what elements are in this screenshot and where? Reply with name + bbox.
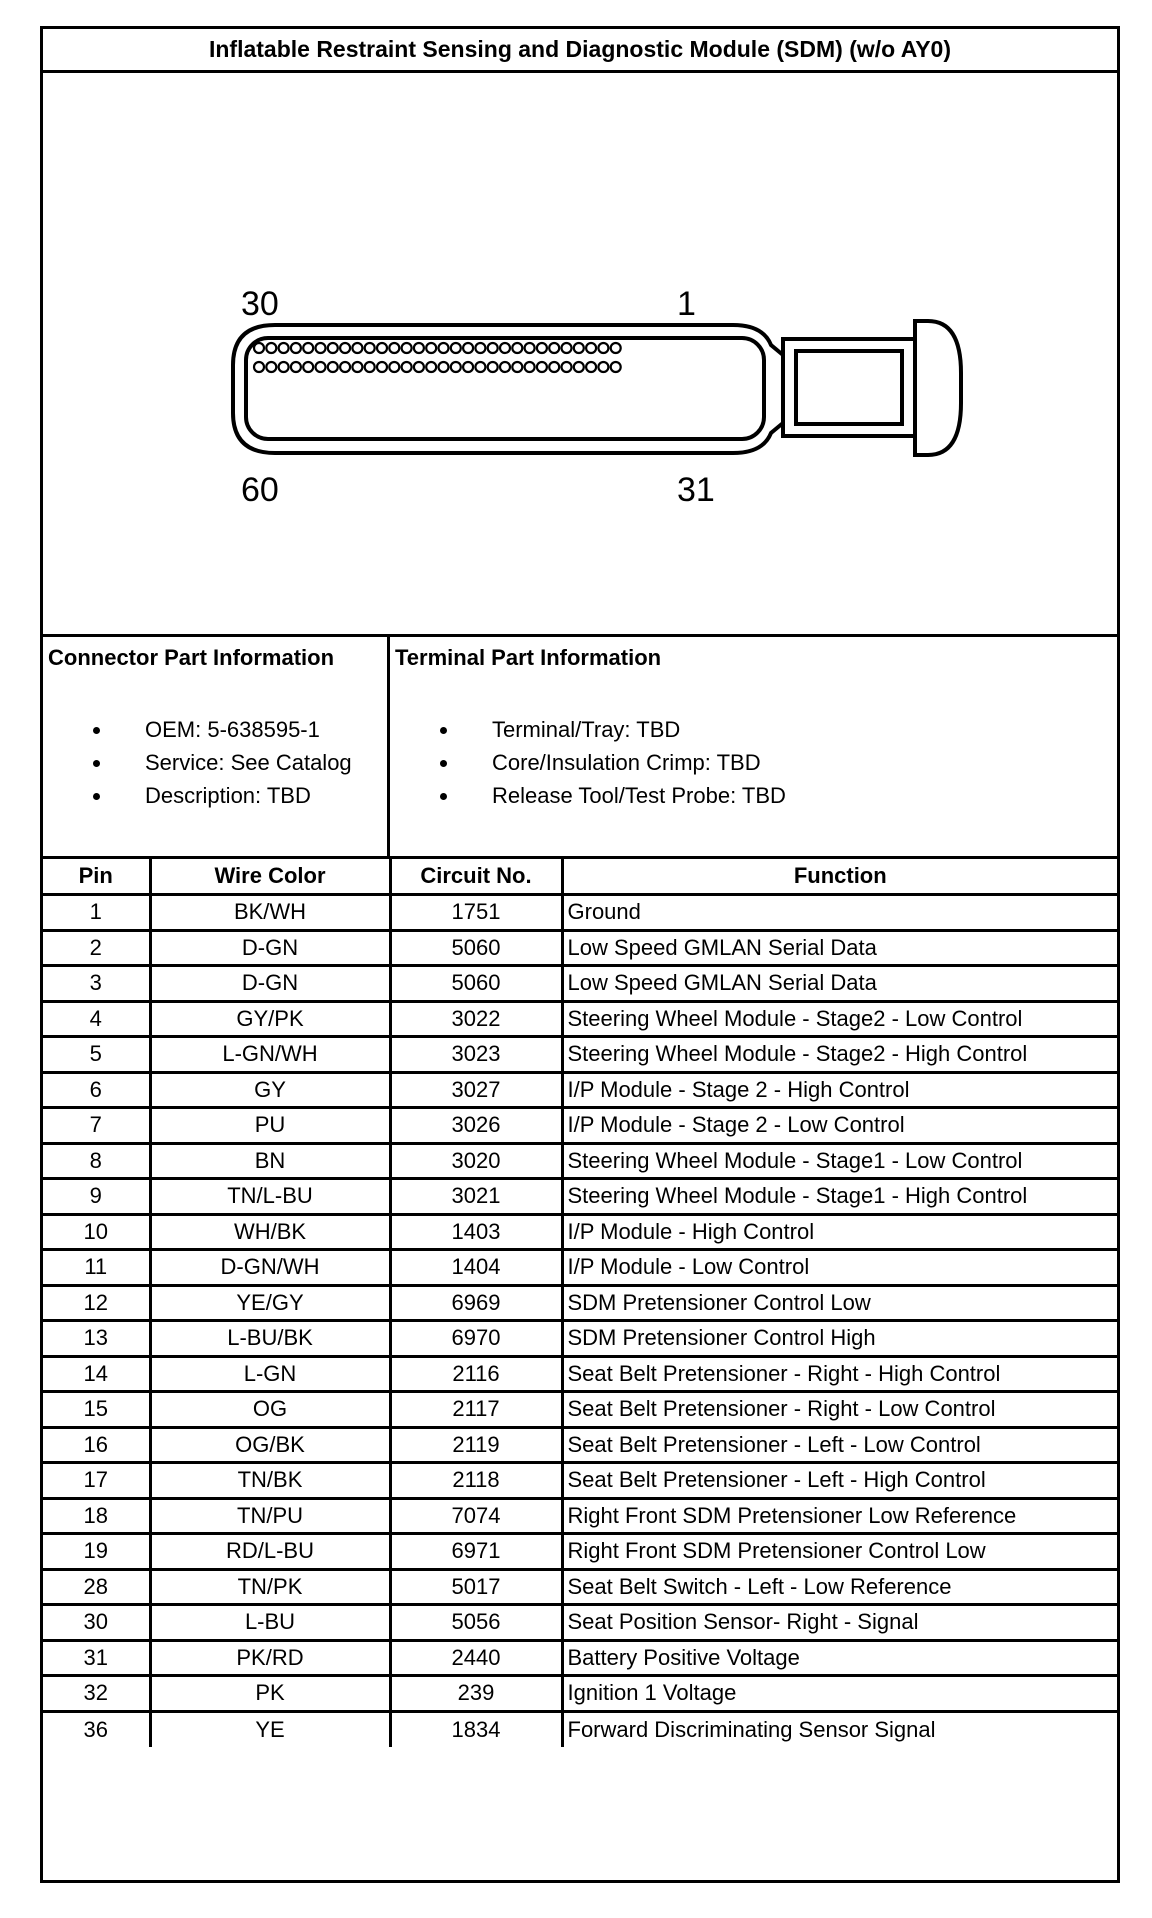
wire-color-cell: GY — [150, 1072, 390, 1108]
function-cell: Forward Discriminating Sensor Signal — [562, 1711, 1117, 1747]
circuit-no-cell: 5017 — [390, 1569, 562, 1605]
circuit-no-cell: 239 — [390, 1676, 562, 1712]
wire-color-cell: PK — [150, 1676, 390, 1712]
wire-color-cell: L-GN — [150, 1356, 390, 1392]
terminal-cavity — [500, 362, 510, 372]
table-row — [43, 1427, 1117, 1463]
function-cell: Low Speed GMLAN Serial Data — [562, 930, 1117, 966]
circuit-no-cell: 3023 — [390, 1037, 562, 1073]
table-row — [43, 1179, 1117, 1215]
table-row — [43, 895, 1117, 931]
terminal-cavity — [254, 362, 264, 372]
table-row — [43, 1711, 1117, 1747]
connector-info-heading: Connector Part Information — [48, 645, 335, 670]
function-cell: Steering Wheel Module - Stage1 - Low Control — [562, 1143, 1117, 1179]
terminal-cavity — [574, 343, 584, 353]
function-cell: Ignition 1 Voltage — [562, 1676, 1117, 1712]
table-row — [43, 1037, 1117, 1073]
table-row — [43, 1285, 1117, 1321]
connector-info-item: OEM: 5-638595-1 — [87, 713, 352, 746]
terminal-cavity — [340, 343, 350, 353]
wire-color-cell: BN — [150, 1143, 390, 1179]
part-information — [43, 637, 1117, 859]
function-cell: Ground — [562, 895, 1117, 931]
pin-cell: 5 — [43, 1037, 150, 1073]
connector-sheet — [40, 26, 1120, 1883]
wire-color-cell: TN/PK — [150, 1569, 390, 1605]
function-cell: SDM Pretensioner Control Low — [562, 1285, 1117, 1321]
circuit-no-cell: 5060 — [390, 966, 562, 1002]
pin-cell: 4 — [43, 1001, 150, 1037]
wire-color-cell: PU — [150, 1108, 390, 1144]
table-row — [43, 966, 1117, 1002]
wire-color-cell: TN/PU — [150, 1498, 390, 1534]
circuit-no-cell: 3027 — [390, 1072, 562, 1108]
circuit-no-cell: 2118 — [390, 1463, 562, 1499]
table-row — [43, 1214, 1117, 1250]
terminal-cavity — [525, 343, 535, 353]
terminal-part-info — [390, 637, 1117, 856]
circuit-no-cell: 3026 — [390, 1108, 562, 1144]
terminal-cavity — [451, 362, 461, 372]
wire-color-cell: RD/L-BU — [150, 1534, 390, 1570]
table-row — [43, 1463, 1117, 1499]
pin-cell: 11 — [43, 1250, 150, 1286]
pin-label-1: 1 — [677, 285, 696, 323]
circuit-no-cell: 1404 — [390, 1250, 562, 1286]
pin-cell: 7 — [43, 1108, 150, 1144]
pin-label-31: 31 — [677, 471, 715, 509]
table-row — [43, 1534, 1117, 1570]
terminal-cavity — [352, 343, 362, 353]
connector-diagram — [43, 73, 1117, 637]
function-cell: Right Front SDM Pretensioner Control Low — [562, 1534, 1117, 1570]
terminal-cavity — [488, 362, 498, 372]
table-row — [43, 1072, 1117, 1108]
terminal-cavity — [537, 343, 547, 353]
terminal-cavity — [352, 362, 362, 372]
terminal-info-item: Core/Insulation Crimp: TBD — [434, 746, 786, 779]
wire-color-cell: YE/GY — [150, 1285, 390, 1321]
terminal-cavity — [598, 343, 608, 353]
table-row — [43, 1143, 1117, 1179]
terminal-cavity — [303, 362, 313, 372]
pin-cell: 19 — [43, 1534, 150, 1570]
pin-label-60: 60 — [241, 471, 279, 509]
latch-tab — [915, 321, 961, 455]
circuit-no-cell: 5060 — [390, 930, 562, 966]
header-function: Function — [562, 859, 1117, 895]
terminal-cavity — [426, 362, 436, 372]
wire-color-cell: GY/PK — [150, 1001, 390, 1037]
pin-cell: 12 — [43, 1285, 150, 1321]
circuit-no-cell: 3021 — [390, 1179, 562, 1215]
terminal-cavity — [488, 343, 498, 353]
latch-arm-outer — [783, 339, 915, 436]
function-cell: Battery Positive Voltage — [562, 1640, 1117, 1676]
pin-cell: 9 — [43, 1179, 150, 1215]
pin-cell: 16 — [43, 1427, 150, 1463]
terminal-cavity — [328, 362, 338, 372]
wire-color-cell: BK/WH — [150, 895, 390, 931]
wire-color-cell: TN/L-BU — [150, 1179, 390, 1215]
table-header-row — [43, 859, 1117, 895]
circuit-no-cell: 2440 — [390, 1640, 562, 1676]
wire-color-cell: YE — [150, 1711, 390, 1747]
terminal-cavity — [475, 362, 485, 372]
pin-cell: 13 — [43, 1321, 150, 1357]
circuit-no-cell: 7074 — [390, 1498, 562, 1534]
terminal-cavity — [414, 362, 424, 372]
pin-cell: 14 — [43, 1356, 150, 1392]
terminal-cavity — [463, 343, 473, 353]
terminal-cavity — [586, 362, 596, 372]
circuit-no-cell: 1834 — [390, 1711, 562, 1747]
terminal-cavity — [389, 362, 399, 372]
function-cell: Steering Wheel Module - Stage2 - Low Control — [562, 1001, 1117, 1037]
terminal-cavity — [549, 343, 559, 353]
terminal-cavity — [562, 343, 572, 353]
pin-cell: 31 — [43, 1640, 150, 1676]
table-row — [43, 1250, 1117, 1286]
wire-color-cell: L-BU — [150, 1605, 390, 1641]
terminal-cavity — [500, 343, 510, 353]
header-pin: Pin — [43, 859, 150, 895]
connector-info-item: Service: See Catalog — [87, 746, 352, 779]
terminal-cavity — [475, 343, 485, 353]
terminal-cavity — [586, 343, 596, 353]
circuit-no-cell: 6969 — [390, 1285, 562, 1321]
terminal-cavity — [439, 343, 449, 353]
table-row — [43, 1321, 1117, 1357]
wire-color-cell: PK/RD — [150, 1640, 390, 1676]
pin-cell: 2 — [43, 930, 150, 966]
sheet-title: Inflatable Restraint Sensing and Diagnostic Module (SDM) (w/o AY0) — [43, 29, 1117, 73]
wire-color-cell: L-BU/BK — [150, 1321, 390, 1357]
terminal-cavity — [291, 343, 301, 353]
terminal-cavity — [414, 343, 424, 353]
circuit-no-cell: 1403 — [390, 1214, 562, 1250]
wire-color-cell: OG — [150, 1392, 390, 1428]
pin-cell: 1 — [43, 895, 150, 931]
function-cell: Seat Position Sensor- Right - Signal — [562, 1605, 1117, 1641]
terminal-cavity — [402, 343, 412, 353]
terminal-cavity — [340, 362, 350, 372]
wire-color-cell: OG/BK — [150, 1427, 390, 1463]
wire-color-cell: L-GN/WH — [150, 1037, 390, 1073]
function-cell: Seat Belt Pretensioner - Right - Low Control — [562, 1392, 1117, 1428]
function-cell: SDM Pretensioner Control High — [562, 1321, 1117, 1357]
table-row — [43, 1640, 1117, 1676]
table-row — [43, 930, 1117, 966]
terminal-cavity — [562, 362, 572, 372]
pin-cell: 32 — [43, 1676, 150, 1712]
pin-cell: 3 — [43, 966, 150, 1002]
terminal-cavity — [549, 362, 559, 372]
table-row — [43, 1676, 1117, 1712]
terminal-cavity — [389, 343, 399, 353]
table-row — [43, 1108, 1117, 1144]
terminal-info-heading: Terminal Part Information — [395, 645, 662, 670]
terminal-cavity — [451, 343, 461, 353]
pin-cell: 17 — [43, 1463, 150, 1499]
table-row — [43, 1605, 1117, 1641]
function-cell: Seat Belt Pretensioner - Right - High Control — [562, 1356, 1117, 1392]
terminal-cavity — [279, 362, 289, 372]
terminal-cavity — [463, 362, 473, 372]
terminal-cavity — [266, 362, 276, 372]
terminal-cavity — [279, 343, 289, 353]
wire-color-cell: TN/BK — [150, 1463, 390, 1499]
function-cell: Steering Wheel Module - Stage1 - High Control — [562, 1179, 1117, 1215]
table-row — [43, 1356, 1117, 1392]
pin-cell: 6 — [43, 1072, 150, 1108]
terminal-cavity — [512, 362, 522, 372]
circuit-no-cell: 3022 — [390, 1001, 562, 1037]
terminal-cavity — [316, 362, 326, 372]
function-cell: Low Speed GMLAN Serial Data — [562, 966, 1117, 1002]
table-row — [43, 1569, 1117, 1605]
terminal-cavity — [402, 362, 412, 372]
terminal-cavity — [426, 343, 436, 353]
function-cell: Steering Wheel Module - Stage2 - High Control — [562, 1037, 1117, 1073]
circuit-no-cell: 5056 — [390, 1605, 562, 1641]
terminal-cavity — [291, 362, 301, 372]
circuit-no-cell: 3020 — [390, 1143, 562, 1179]
terminal-cavity — [611, 343, 621, 353]
terminal-cavity — [303, 343, 313, 353]
function-cell: I/P Module - High Control — [562, 1214, 1117, 1250]
circuit-no-cell: 6971 — [390, 1534, 562, 1570]
wire-color-cell: D-GN — [150, 966, 390, 1002]
function-cell: Right Front SDM Pretensioner Low Reference — [562, 1498, 1117, 1534]
pin-cell: 18 — [43, 1498, 150, 1534]
function-cell: Seat Belt Pretensioner - Left - High Control — [562, 1463, 1117, 1499]
function-cell: I/P Module - Stage 2 - Low Control — [562, 1108, 1117, 1144]
function-cell: Seat Belt Switch - Left - Low Reference — [562, 1569, 1117, 1605]
header-circuit-no: Circuit No. — [390, 859, 562, 895]
terminal-cavity — [377, 343, 387, 353]
table-row — [43, 1392, 1117, 1428]
connector-info-list — [87, 713, 352, 812]
pinout-table — [43, 859, 1117, 1747]
pin-cell: 36 — [43, 1711, 150, 1747]
terminal-cavity — [254, 343, 264, 353]
terminal-info-list — [434, 713, 786, 812]
pin-cell: 10 — [43, 1214, 150, 1250]
terminal-cavity — [365, 362, 375, 372]
pin-label-30: 30 — [241, 285, 279, 323]
circuit-no-cell: 6970 — [390, 1321, 562, 1357]
function-cell: I/P Module - Stage 2 - High Control — [562, 1072, 1117, 1108]
circuit-no-cell: 2119 — [390, 1427, 562, 1463]
function-cell: Seat Belt Pretensioner - Left - Low Control — [562, 1427, 1117, 1463]
pin-cell: 8 — [43, 1143, 150, 1179]
pinout-table-body — [43, 895, 1117, 1747]
circuit-no-cell: 2117 — [390, 1392, 562, 1428]
terminal-info-item: Release Tool/Test Probe: TBD — [434, 779, 786, 812]
connector-drawing — [43, 73, 1117, 637]
wire-color-cell: D-GN — [150, 930, 390, 966]
terminal-cavity — [377, 362, 387, 372]
connector-info-item: Description: TBD — [87, 779, 352, 812]
table-row — [43, 1498, 1117, 1534]
terminal-cavity — [611, 362, 621, 372]
terminal-cavity — [512, 343, 522, 353]
circuit-no-cell: 1751 — [390, 895, 562, 931]
latch-arm-inner — [796, 351, 902, 424]
wire-color-cell: WH/BK — [150, 1214, 390, 1250]
terminal-cavity — [266, 343, 276, 353]
terminal-cavity — [365, 343, 375, 353]
terminal-cavity — [328, 343, 338, 353]
terminal-info-item: Terminal/Tray: TBD — [434, 713, 786, 746]
function-cell: I/P Module - Low Control — [562, 1250, 1117, 1286]
pin-cell: 15 — [43, 1392, 150, 1428]
wire-color-cell: D-GN/WH — [150, 1250, 390, 1286]
terminal-cavity — [537, 362, 547, 372]
header-wire-color: Wire Color — [150, 859, 390, 895]
pin-cell: 28 — [43, 1569, 150, 1605]
terminal-cavity — [525, 362, 535, 372]
table-row — [43, 1001, 1117, 1037]
terminal-cavity — [439, 362, 449, 372]
connector-part-info — [43, 637, 390, 856]
terminal-cavity — [598, 362, 608, 372]
circuit-no-cell: 2116 — [390, 1356, 562, 1392]
pin-cell: 30 — [43, 1605, 150, 1641]
terminal-cavity — [316, 343, 326, 353]
terminal-cavity — [574, 362, 584, 372]
